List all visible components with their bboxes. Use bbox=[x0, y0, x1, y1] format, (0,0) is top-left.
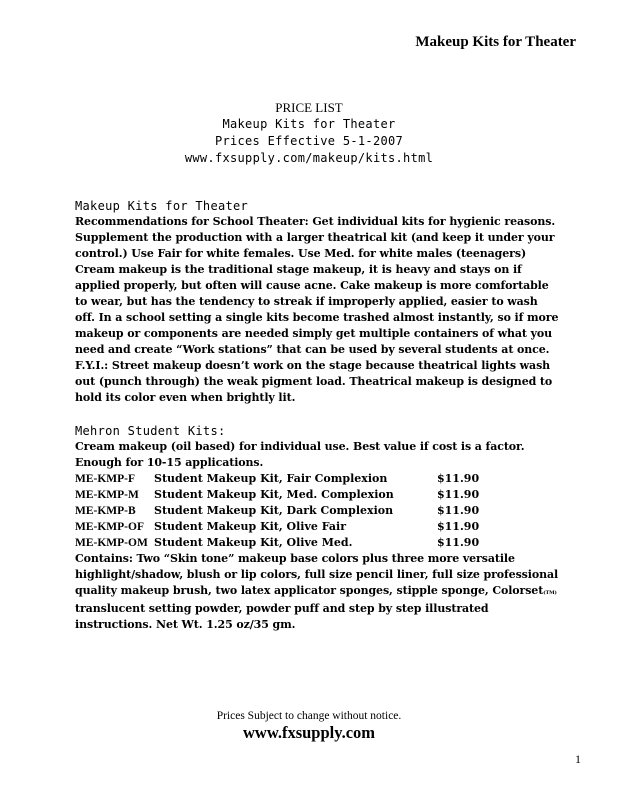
text-line: makeup or components are needed simply get multiple containers of what you bbox=[75, 327, 553, 340]
price-list-label: PRICE LIST bbox=[275, 100, 343, 115]
product-row bbox=[75, 535, 585, 551]
recommendations-text bbox=[75, 214, 585, 406]
product-price: $11.90 bbox=[437, 520, 480, 533]
product-name: Student Makeup Kit, Dark Complexion bbox=[154, 504, 394, 517]
text-line: Recommendations for School Theater: Get individual kits for hygienic reasons. bbox=[75, 215, 556, 228]
text-line: applied properly, but often will cause acne. Cake makeup is more comfortable bbox=[75, 279, 549, 292]
product-sku: ME-KMP-OM bbox=[75, 537, 148, 549]
price-change-notice: Prices Subject to change without notice. bbox=[216, 710, 402, 722]
product-price: $11.90 bbox=[437, 504, 480, 517]
page-footer bbox=[0, 709, 618, 743]
product-sku: ME-KMP-B bbox=[75, 505, 136, 517]
product-price: $11.90 bbox=[437, 472, 480, 485]
text-line: to wear, but has the tendency to streak if improperly applied, easier to wash bbox=[75, 295, 538, 308]
product-name: Student Makeup Kit, Olive Med. bbox=[154, 536, 353, 549]
product-list bbox=[75, 471, 585, 551]
text-line: off. In a school setting a single kits become trashed almost instantly, so if more bbox=[75, 311, 559, 324]
product-sku: ME-KMP-M bbox=[75, 489, 139, 501]
footer-url[interactable]: www.fxsupply.com bbox=[242, 723, 376, 742]
price-list-title: Makeup Kits for Theater bbox=[222, 117, 396, 131]
text-line: instructions. Net Wt. 1.25 oz/35 gm. bbox=[75, 618, 296, 631]
product-sku: ME-KMP-OF bbox=[75, 521, 144, 533]
text-line: control.) Use Fair for white females. Use Med. for white males (teenagers) bbox=[75, 247, 527, 260]
section-title: Mehron Student Kits: bbox=[75, 424, 226, 438]
product-row bbox=[75, 519, 585, 535]
product-name: Student Makeup Kit, Fair Complexion bbox=[154, 472, 388, 485]
product-price: $11.90 bbox=[437, 536, 480, 549]
product-price: $11.90 bbox=[437, 488, 480, 501]
page-header-title: Makeup Kits for Theater bbox=[415, 34, 576, 50]
product-row bbox=[75, 487, 585, 503]
product-row bbox=[75, 503, 585, 519]
product-name: Student Makeup Kit, Olive Fair bbox=[154, 520, 347, 533]
text-line: Cream makeup is the traditional stage makeup, it is heavy and stays on if bbox=[75, 263, 522, 276]
text-line: Enough for 10-15 applications. bbox=[75, 456, 264, 469]
text-line: Cream makeup (oil based) for individual use. Best value if cost is a factor. bbox=[75, 440, 525, 453]
section-makeup-kits bbox=[75, 198, 585, 406]
text-line: F.Y.I.: Street makeup doesn’t work on the stage because theatrical lights wash bbox=[75, 359, 551, 372]
text-line: Contains: Two “Skin tone” makeup base colors plus three more versatile bbox=[75, 552, 515, 565]
page-number: 1 bbox=[575, 752, 581, 766]
text-line: translucent setting powder, powder puff and step by step illustrated bbox=[75, 602, 489, 615]
product-name: Student Makeup Kit, Med. Complexion bbox=[154, 488, 394, 501]
price-list-url[interactable]: www.fxsupply.com/makeup/kits.html bbox=[184, 151, 434, 165]
price-list-heading bbox=[0, 100, 618, 167]
prices-effective-date: Prices Effective 5-1-2007 bbox=[214, 134, 404, 148]
product-row bbox=[75, 471, 585, 487]
text-line: out (punch through) the weak pigment load. Theatrical makeup is designed to bbox=[75, 375, 553, 388]
text-fragment: quality makeup brush, two latex applicator sponges, stipple sponge, Colorset bbox=[75, 584, 544, 597]
text-line: highlight/shadow, blush or lip colors, full size pencil liner, full size professional bbox=[75, 568, 559, 581]
text-line: Supplement the production with a larger theatrical kit (and keep it under your bbox=[75, 231, 555, 244]
text-line: need and create “Work stations” that can be used by several students at once. bbox=[75, 343, 550, 356]
kit-contents-text bbox=[75, 551, 585, 633]
section-mehron-student-kits bbox=[75, 423, 585, 633]
trademark-mark: (TM) bbox=[543, 590, 557, 596]
kit-intro-text bbox=[75, 439, 585, 471]
text-line: hold its color even when brightly lit. bbox=[75, 391, 296, 404]
product-sku: ME-KMP-F bbox=[75, 473, 136, 485]
section-title: Makeup Kits for Theater bbox=[75, 199, 249, 213]
text-line bbox=[75, 583, 585, 601]
